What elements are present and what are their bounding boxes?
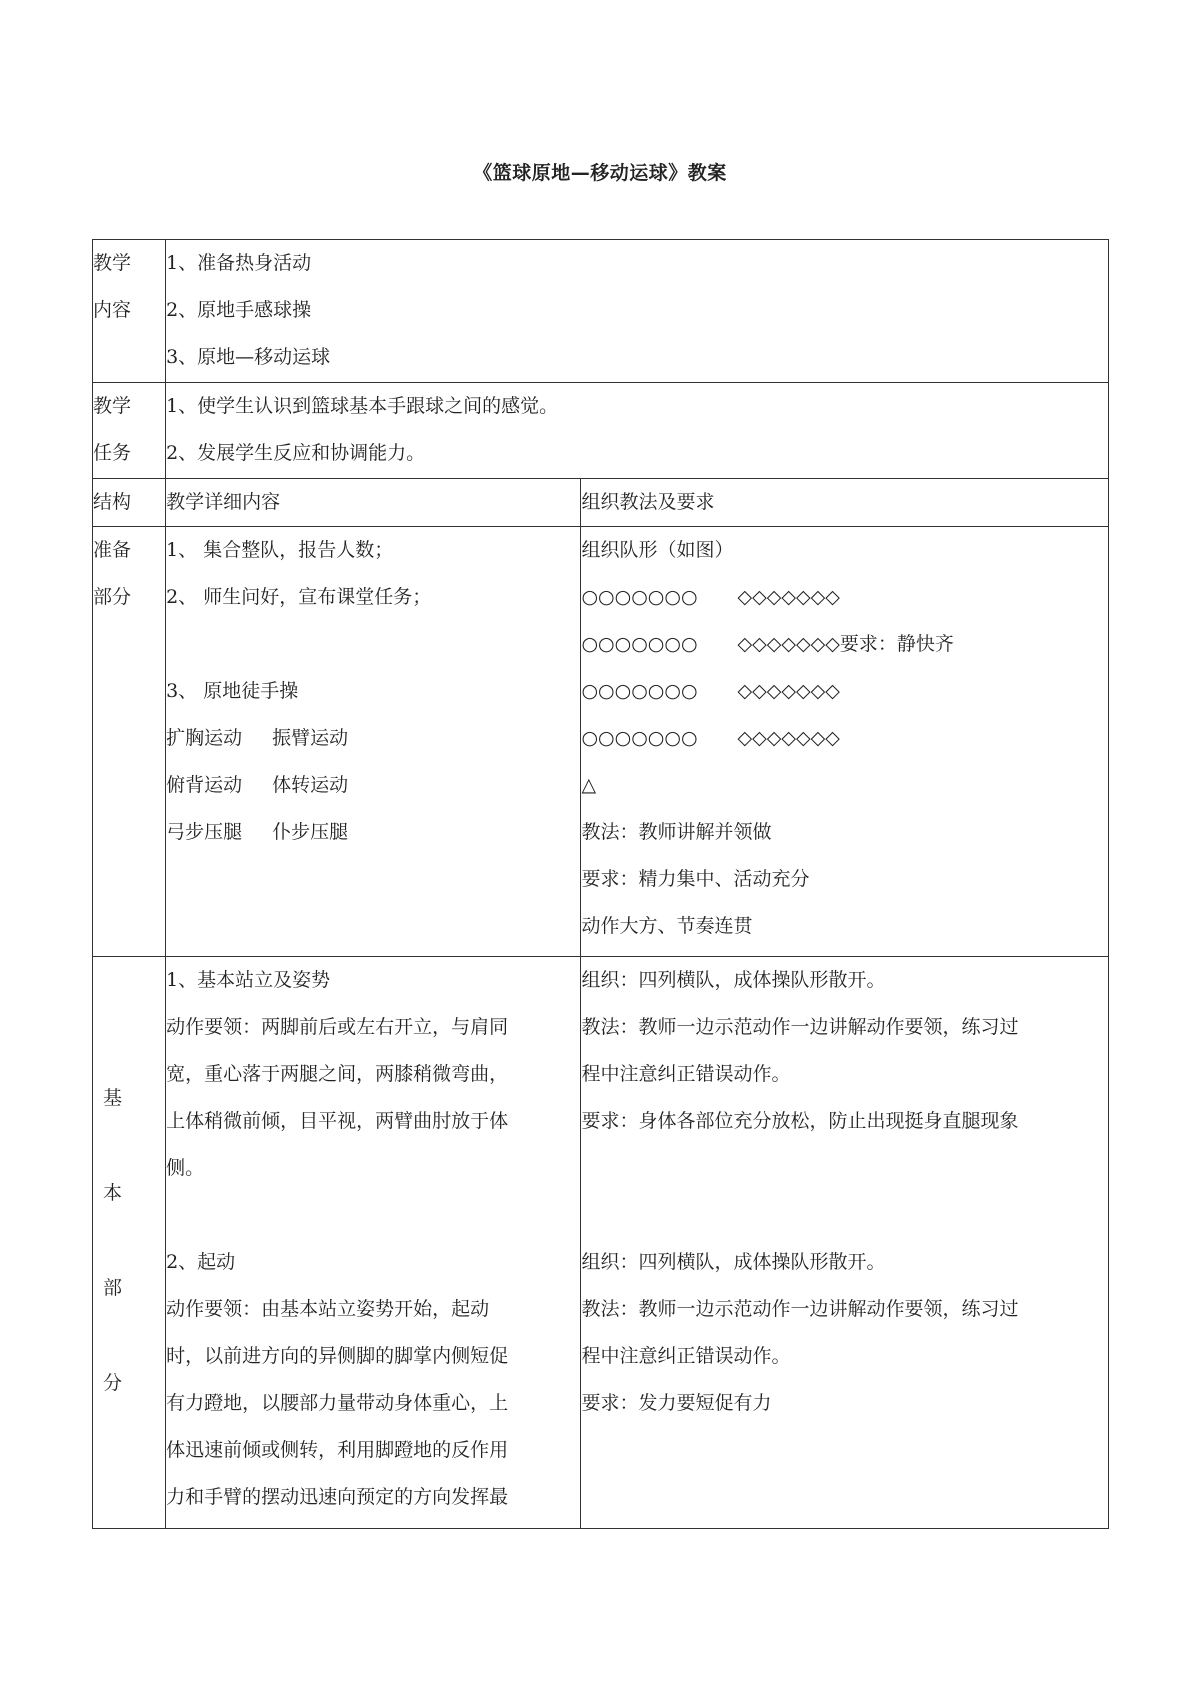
preparation-detail [166,527,581,957]
formation-row [581,574,1108,621]
list-item: 2、 师生问好，宣布课堂任务； [166,586,432,608]
row-header [93,479,1109,527]
exercise-row: 弓步压腿 仆步压腿 [166,821,349,843]
section-title: 1、基本站立及姿势 [166,969,331,991]
list-item: 1、准备热身活动 [166,252,312,274]
section-title: 2、起动 [166,1251,236,1273]
lesson-plan-table [92,239,1109,1529]
teacher-triangle-icon: △ [581,774,597,796]
exercise-row: 俯背运动 体转运动 [166,774,349,796]
student-diamonds: ◇◇◇◇◇◇◇ [737,586,840,608]
student-diamonds: ◇◇◇◇◇◇◇ [737,680,840,702]
header-detail: 教学详细内容 [166,479,581,527]
label-teaching-tasks: 教学 任务 [93,383,166,479]
student-circles: ○○○○○○○ [581,586,698,608]
list-item: 1、 集合整队，报告人数； [166,539,394,561]
row-teaching-tasks [93,383,1109,479]
row-basic [93,957,1109,1529]
list-item: 1、使学生认识到篮球基本手跟球之间的感觉。 [166,395,559,417]
basic-detail: 1、基本站立及姿势 动作要领：两脚前后或左右开立，与肩同 宽，重心落于两腿之间，两膝稍微弯曲， 上体稍微前倾，目平视，两臂曲肘放于体 侧。 2、起动 动作要领：由基本站立姿势开始，起动 时，以前进方向的异侧脚的脚掌内侧短促 有力蹬地，以腰部力量带动身体重心，上 体迅速前倾或侧转，利用脚蹬地的反作用 力和手臂的摆动迅速向预定的方向发挥最 [166,957,581,1529]
list-item: 3、 原地徒手操 [166,680,299,702]
student-circles: ○○○○○○○ [581,633,698,655]
label-teaching-content: 教学 内容 [93,240,166,383]
row-preparation [93,527,1109,957]
preparation-method: 组织队形（如图） ○○○○○○○ ◇◇◇◇◇◇◇ ○○○○○○○ ◇◇◇◇◇◇◇要求：静快齐 ○○○○○○○ ◇◇◇◇◇◇◇ ○○○○○○○ ◇◇◇◇◇◇◇ △ 教法：教师讲解并领做 要求：精力集中、活动充分 动作大方、节奏连贯 [581,527,1109,957]
list-item: 2、原地手感球操 [166,299,312,321]
teaching-tasks-list [166,383,1109,479]
label-preparation: 准备 部分 [93,527,166,957]
formation-row [581,668,1108,715]
list-item: 2、发展学生反应和协调能力。 [166,442,426,464]
formation-title: 组织队形（如图） [581,539,734,561]
header-structure: 结构 [93,479,166,527]
student-diamonds: ◇◇◇◇◇◇◇ [737,727,840,749]
page-title: 《篮球原地—移动运球》教案 [473,162,727,184]
teaching-content-list [166,240,1109,383]
formation-row [581,715,1108,762]
list-item: 3、原地—移动运球 [166,346,331,368]
student-circles: ○○○○○○○ [581,680,698,702]
exercise-row: 扩胸运动 振臂运动 [166,727,349,749]
formation-row [581,621,1108,668]
header-method: 组织教法及要求 [581,479,1109,527]
basic-method: 组织：四列横队，成体操队形散开。 教法：教师一边示范动作一边讲解动作要领，练习过 程中注意纠正错误动作。 要求：身体各部位充分放松，防止出现挺身直腿现象 组织：四列横队，成体操队形散开。 教法：教师一边示范动作一边讲解动作要领，练习过 程中注意纠正错误动作。 要求：发力要短促有力 [581,957,1109,1529]
row-teaching-content [93,240,1109,383]
label-basic: 基 本 部 分 [93,957,166,1529]
formation-requirement: 要求：静快齐 [839,633,954,655]
student-diamonds: ◇◇◇◇◇◇◇ [737,633,840,655]
student-circles: ○○○○○○○ [581,727,698,749]
